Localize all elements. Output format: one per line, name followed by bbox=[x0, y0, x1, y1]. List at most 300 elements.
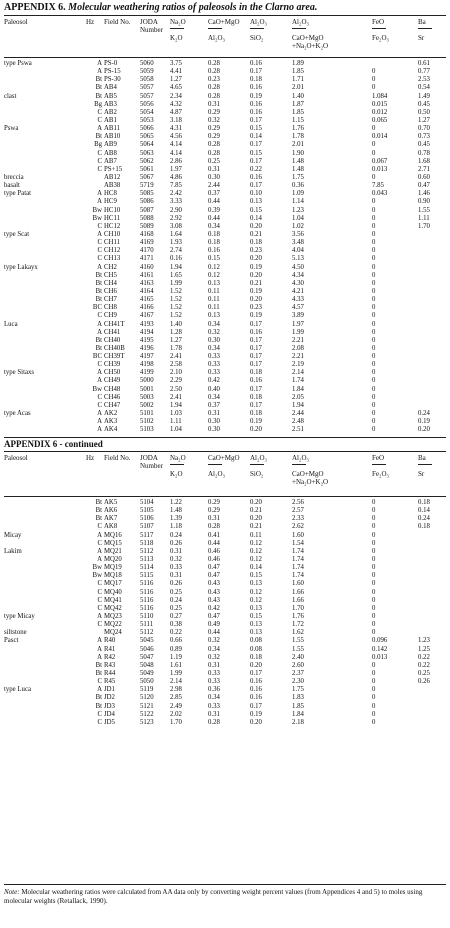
cell-al: 0.19 bbox=[250, 710, 262, 718]
cell-cao: 0.31 bbox=[208, 515, 220, 523]
table-row bbox=[4, 84, 446, 92]
cell-cao: 0.31 bbox=[208, 661, 220, 669]
cell-hz: A bbox=[97, 60, 102, 67]
cell-joda: 4164 bbox=[140, 287, 154, 295]
cell-na: 2.14 bbox=[170, 678, 182, 686]
cell-al2: 4.34 bbox=[292, 271, 304, 279]
header-caomgo: CaO+MgO bbox=[208, 18, 240, 26]
cell-feo: 0 bbox=[372, 76, 376, 84]
cell-al2: 3.56 bbox=[292, 230, 304, 238]
cell-cao: 0.18 bbox=[208, 230, 220, 238]
cell-ba: 0.20 bbox=[418, 426, 430, 434]
cell-hz: Bt bbox=[95, 92, 102, 100]
cell-cao: 0.28 bbox=[208, 60, 220, 67]
cell-ba: 1.25 bbox=[418, 645, 430, 653]
cell-fn: CH13 bbox=[104, 255, 121, 263]
cell-ba: 0.70 bbox=[418, 125, 430, 133]
cell-feo: 0 bbox=[372, 612, 376, 620]
cell-al: 0.17 bbox=[250, 157, 262, 165]
cell-al: 0.12 bbox=[250, 539, 262, 547]
cell-hz: C bbox=[97, 312, 102, 320]
cell-feo: 0 bbox=[372, 669, 376, 677]
cell-fn: CH39T bbox=[104, 353, 125, 361]
table-row bbox=[4, 694, 446, 702]
table-row bbox=[4, 580, 446, 588]
cell-feo: 0 bbox=[372, 515, 376, 523]
fraction-bar bbox=[170, 28, 184, 29]
table-row bbox=[4, 329, 446, 337]
cell-hz: C bbox=[97, 710, 102, 718]
cell-cao: 0.43 bbox=[208, 580, 220, 588]
cell-fn: CH6 bbox=[104, 287, 117, 295]
cell-joda: 5087 bbox=[140, 206, 154, 214]
cell-feo: 0 bbox=[372, 588, 376, 596]
cell-cao: 0.31 bbox=[208, 100, 220, 108]
cell-al: 0.21 bbox=[250, 230, 262, 238]
cell-fn: AK7 bbox=[104, 515, 118, 523]
cell-feo: 0 bbox=[372, 499, 376, 506]
table-row bbox=[4, 312, 446, 320]
cell-al2: 1.02 bbox=[292, 222, 304, 230]
cell-al: 0.13 bbox=[250, 580, 262, 588]
cell-joda: 5060 bbox=[140, 60, 154, 67]
cell-al2: 2.60 bbox=[292, 661, 304, 669]
cell-joda: 5101 bbox=[140, 410, 154, 418]
cell-fn: CH50 bbox=[104, 369, 121, 377]
cell-fn: AB1 bbox=[104, 116, 117, 124]
cell-al: 0.16 bbox=[250, 84, 262, 92]
cell-joda: 5056 bbox=[140, 100, 154, 108]
cell-fn: HC12 bbox=[104, 222, 121, 230]
cell-al: 0.18 bbox=[250, 653, 262, 661]
cell-cao: 0.32 bbox=[208, 328, 220, 336]
cell-al2: 4.33 bbox=[292, 296, 304, 304]
bottom-rule bbox=[4, 884, 446, 885]
cell-hz: A bbox=[97, 320, 102, 328]
cell-hz: Bt bbox=[95, 133, 102, 141]
cell-feo: 0 bbox=[372, 214, 376, 222]
cell-joda: 5064 bbox=[140, 141, 154, 149]
cell-al2: 4.21 bbox=[292, 287, 304, 295]
table-row bbox=[4, 272, 446, 280]
note-label: Note: bbox=[4, 888, 20, 896]
cell-al: 0.18 bbox=[250, 239, 262, 247]
cell-na: 2.41 bbox=[170, 353, 182, 361]
header-feo: FeO bbox=[372, 454, 385, 462]
cell-joda: 5114 bbox=[140, 564, 154, 572]
cell-na: 4.41 bbox=[170, 68, 182, 76]
cell-feo: 0 bbox=[372, 377, 376, 385]
cell-al: 0.16 bbox=[250, 328, 262, 336]
cell-joda: 5120 bbox=[140, 694, 154, 702]
cell-na: 1.40 bbox=[170, 320, 182, 328]
cell-hz: Bt bbox=[95, 84, 102, 92]
cell-hz: C bbox=[97, 604, 102, 612]
cell-ba: 0.26 bbox=[418, 678, 430, 686]
table-row bbox=[4, 629, 446, 637]
cell-cao: 0.33 bbox=[208, 678, 220, 686]
table-row bbox=[4, 101, 446, 109]
header-rule-continued bbox=[4, 496, 446, 497]
cell-al: 0.17 bbox=[250, 385, 262, 393]
table-row bbox=[4, 711, 446, 719]
cell-al2: 1.75 bbox=[292, 173, 304, 181]
continued-title: APPENDIX 6 - continued bbox=[4, 439, 103, 449]
cell-na: 1.27 bbox=[170, 76, 182, 84]
cell-feo: 0 bbox=[372, 361, 376, 369]
table-row bbox=[4, 515, 446, 523]
cell-na: 3.33 bbox=[170, 198, 182, 206]
cell-hz: A bbox=[97, 125, 102, 133]
cell-hz: A bbox=[97, 328, 102, 336]
cell-na: 2.41 bbox=[170, 393, 182, 401]
cell-hz: Bt bbox=[95, 296, 102, 304]
table-row bbox=[4, 280, 446, 288]
cell-cao: 0.31 bbox=[208, 410, 220, 418]
cell-al: 0.13 bbox=[250, 629, 262, 637]
table-row bbox=[4, 369, 446, 377]
cell-al: 0.19 bbox=[250, 418, 262, 426]
cell-fn: R45 bbox=[104, 678, 116, 686]
table-row bbox=[4, 597, 446, 605]
cell-feo: 0.142 bbox=[372, 645, 388, 653]
cell-fn: PS+15 bbox=[104, 165, 123, 173]
cell-na: 1.19 bbox=[170, 653, 182, 661]
cell-ba: 1.11 bbox=[418, 214, 430, 222]
cell-joda: 5106 bbox=[140, 515, 154, 523]
table-row bbox=[4, 418, 446, 426]
cell-al: 0.17 bbox=[250, 68, 262, 76]
cell-feo: 0 bbox=[372, 694, 376, 702]
cell-al: 0.15 bbox=[250, 572, 262, 580]
cell-al2: 1.85 bbox=[292, 702, 304, 710]
table-row bbox=[4, 133, 446, 141]
cell-feo: 0 bbox=[372, 621, 376, 629]
cell-al: 0.18 bbox=[250, 76, 262, 84]
cell-na: 2.34 bbox=[170, 92, 182, 100]
cell-joda: 5116 bbox=[140, 580, 154, 588]
cell-al2: 1.89 bbox=[292, 60, 304, 67]
cell-cao: 0.42 bbox=[208, 604, 220, 612]
cell-al2: 1.75 bbox=[292, 686, 304, 694]
cell-fn: MQ16 bbox=[104, 531, 122, 539]
cell-al2: 1.55 bbox=[292, 637, 304, 645]
cell-ba: 0.24 bbox=[418, 410, 430, 418]
table-row bbox=[4, 572, 446, 580]
table-row bbox=[4, 394, 446, 402]
cell-feo: 0.043 bbox=[372, 190, 388, 198]
cell-hz: Bt bbox=[95, 507, 102, 515]
cell-fn: HC10 bbox=[104, 206, 121, 214]
cell-na: 1.64 bbox=[170, 230, 182, 238]
cell-na: 0.38 bbox=[170, 621, 182, 629]
cell-cao: 0.28 bbox=[208, 68, 220, 76]
table-row bbox=[4, 264, 446, 272]
header-caomgo-na-k: CaO+MgO bbox=[292, 470, 324, 478]
cell-fn: MQ42 bbox=[104, 604, 122, 612]
cell-al: 0.20 bbox=[250, 515, 262, 523]
cell-al2: 2.33 bbox=[292, 515, 304, 523]
cell-hz: C bbox=[97, 588, 102, 596]
cell-feo: 0 bbox=[372, 539, 376, 547]
header-hz: Hz bbox=[86, 454, 95, 462]
cell-fn: AK6 bbox=[104, 507, 118, 515]
cell-ba: 2.53 bbox=[418, 76, 430, 84]
cell-joda: 5105 bbox=[140, 507, 154, 515]
cell-joda: 5066 bbox=[140, 125, 154, 133]
cell-al2: 1.76 bbox=[292, 612, 304, 620]
cell-al: 0.15 bbox=[250, 125, 262, 133]
cell-al2: 1.55 bbox=[292, 645, 304, 653]
table-row bbox=[4, 239, 446, 247]
cell-na: 0.26 bbox=[170, 580, 182, 588]
cell-joda: 5000 bbox=[140, 377, 154, 385]
cell-al2: 1.97 bbox=[292, 320, 304, 328]
cell-al2: 1.54 bbox=[292, 539, 304, 547]
cell-feo: 0.065 bbox=[372, 116, 388, 124]
cell-al: 0.17 bbox=[250, 361, 262, 369]
cell-na: 0.31 bbox=[170, 547, 182, 555]
cell-fn: AK3 bbox=[104, 418, 118, 426]
table-row bbox=[4, 654, 446, 662]
cell-joda: 5113 bbox=[140, 555, 154, 563]
cell-fn: HC11 bbox=[104, 214, 120, 222]
cell-joda: 5107 bbox=[140, 523, 154, 531]
header-paleosol: Paleosol bbox=[4, 18, 28, 26]
cell-na: 1.70 bbox=[170, 718, 182, 726]
cell-feo: 0 bbox=[372, 507, 376, 515]
cell-al2: 2.14 bbox=[292, 369, 304, 377]
cell-feo: 0 bbox=[372, 206, 376, 214]
cell-al: 0.15 bbox=[250, 206, 262, 214]
cell-na: 1.99 bbox=[170, 279, 182, 287]
cell-al: 0.21 bbox=[250, 523, 262, 531]
cell-fn: AB4 bbox=[104, 84, 117, 92]
cell-cao: 0.43 bbox=[208, 596, 220, 604]
cell-cao: 0.28 bbox=[208, 718, 220, 726]
cell-al2: 2.40 bbox=[292, 653, 304, 661]
cell-na: 0.27 bbox=[170, 612, 182, 620]
cell-al2: 2.37 bbox=[292, 669, 304, 677]
cell-al2: 3.89 bbox=[292, 312, 304, 320]
cell-al2: 1.74 bbox=[292, 555, 304, 563]
cell-fn: HC8 bbox=[104, 190, 117, 198]
cell-feo: 0 bbox=[372, 271, 376, 279]
header-al2o3-b: Al₂O₃ bbox=[250, 18, 267, 26]
cell-al2: 1.85 bbox=[292, 108, 304, 116]
header-al2o3-a: Al₂O₃ bbox=[208, 34, 225, 42]
fraction-bar bbox=[208, 464, 222, 465]
cell-fn: AB11 bbox=[104, 125, 120, 133]
cell-na: 1.48 bbox=[170, 507, 182, 515]
cell-cao: 0.12 bbox=[208, 271, 220, 279]
cell-fn: MQ23 bbox=[104, 612, 122, 620]
cell-joda: 5112 bbox=[140, 629, 154, 637]
table-row bbox=[4, 540, 446, 548]
cell-feo: 0 bbox=[372, 393, 376, 401]
cell-hz: BC bbox=[92, 304, 102, 312]
cell-feo: 0.012 bbox=[372, 108, 388, 116]
cell-al: 0.13 bbox=[250, 621, 262, 629]
cell-feo: 1.084 bbox=[372, 92, 388, 100]
cell-feo: 0 bbox=[372, 230, 376, 238]
cell-fn: CH12 bbox=[104, 247, 121, 255]
cell-cao: 0.29 bbox=[208, 499, 220, 506]
continued-top-rule bbox=[4, 451, 446, 452]
cell-feo: 0 bbox=[372, 401, 376, 409]
title-prefix: APPENDIX 6. bbox=[4, 2, 66, 13]
cell-al2: 1.14 bbox=[292, 198, 304, 206]
cell-na: 2.29 bbox=[170, 377, 182, 385]
cell-joda: 5001 bbox=[140, 385, 154, 393]
cell-al: 0.17 bbox=[250, 353, 262, 361]
cell-al2: 1.71 bbox=[292, 76, 304, 84]
cell-feo: 0.013 bbox=[372, 653, 388, 661]
weathering-table-continued bbox=[4, 499, 446, 727]
cell-ba: 0.25 bbox=[418, 669, 430, 677]
cell-al2: 2.56 bbox=[292, 499, 304, 506]
cell-hz: Bt bbox=[95, 661, 102, 669]
cell-feo: 0 bbox=[372, 263, 376, 271]
cell-cao: 0.13 bbox=[208, 279, 220, 287]
cell-al: 0.20 bbox=[250, 222, 262, 230]
fraction-bar bbox=[208, 28, 222, 29]
cell-ba: 0.78 bbox=[418, 149, 430, 157]
header-k2o: K₂O bbox=[170, 470, 183, 478]
cell-feo: 0 bbox=[372, 198, 376, 206]
cell-fn: JD2 bbox=[104, 694, 115, 702]
header-na-k: +Na₂O+K₂O bbox=[292, 42, 329, 50]
table-header bbox=[4, 18, 446, 58]
cell-na: 0.66 bbox=[170, 637, 182, 645]
cell-joda: 5119 bbox=[140, 686, 154, 694]
cell-feo: 0 bbox=[372, 718, 376, 726]
cell-ba: 0.90 bbox=[418, 198, 430, 206]
cell-cao: 0.43 bbox=[208, 588, 220, 596]
cell-fn: R44 bbox=[104, 669, 116, 677]
cell-hz: Bw bbox=[92, 572, 102, 580]
cell-al: 0.11 bbox=[250, 531, 262, 539]
cell-cao: 0.31 bbox=[208, 710, 220, 718]
cell-joda: 4198 bbox=[140, 361, 154, 369]
cell-ba: 0.45 bbox=[418, 141, 430, 149]
cell-cao: 0.37 bbox=[208, 401, 220, 409]
cell-hz: A bbox=[97, 612, 102, 620]
cell-fn: CH41T bbox=[104, 320, 125, 328]
cell-hz: A bbox=[97, 68, 102, 76]
cell-hz: C bbox=[97, 596, 102, 604]
cell-feo: 0 bbox=[372, 336, 376, 344]
cell-fn: MQ41 bbox=[104, 596, 122, 604]
cell-al: 0.20 bbox=[250, 271, 262, 279]
cell-na: 0.26 bbox=[170, 539, 182, 547]
cell-al2: 1.66 bbox=[292, 588, 304, 596]
cell-al2: 1.04 bbox=[292, 214, 304, 222]
cell-fn: CH39 bbox=[104, 361, 121, 369]
cell-cao: 0.33 bbox=[208, 702, 220, 710]
cell-al: 0.20 bbox=[250, 426, 262, 434]
header-sio2: SiO₂ bbox=[250, 470, 264, 478]
cell-fn: AB8 bbox=[104, 149, 117, 157]
cell-joda: 5102 bbox=[140, 418, 154, 426]
cell-fn: MQ21 bbox=[104, 547, 122, 555]
cell-fn: R41 bbox=[104, 645, 116, 653]
cell-na: 1.94 bbox=[170, 401, 182, 409]
cell-joda: 5118 bbox=[140, 539, 154, 547]
header-k2o: K₂O bbox=[170, 34, 183, 42]
cell-hz: Bt bbox=[95, 669, 102, 677]
table-row bbox=[4, 621, 446, 629]
cell-al2: 1.23 bbox=[292, 206, 304, 214]
cell-al: 0.13 bbox=[250, 198, 262, 206]
cell-joda: 4160 bbox=[140, 263, 154, 271]
cell-fn: AK4 bbox=[104, 426, 118, 434]
cell-pal: type Patat bbox=[4, 190, 31, 198]
cell-ba: 0.45 bbox=[418, 100, 430, 108]
cell-joda: 5067 bbox=[140, 173, 154, 181]
cell-ba: 0.19 bbox=[418, 418, 430, 426]
cell-ba: 0.54 bbox=[418, 84, 430, 92]
cell-al: 0.15 bbox=[250, 612, 262, 620]
cell-cao: 0.28 bbox=[208, 92, 220, 100]
cell-feo: 0 bbox=[372, 385, 376, 393]
cell-al2: 1.70 bbox=[292, 604, 304, 612]
header-sr: Sr bbox=[418, 470, 425, 478]
table-row bbox=[4, 678, 446, 686]
header-joda: JODA bbox=[140, 454, 158, 462]
cell-feo: 0 bbox=[372, 125, 376, 133]
cell-na: 4.32 bbox=[170, 100, 182, 108]
cell-feo: 0 bbox=[372, 629, 376, 637]
cell-feo: 0.096 bbox=[372, 637, 388, 645]
cell-pal: type Pswa bbox=[4, 60, 32, 67]
cell-na: 2.02 bbox=[170, 710, 182, 718]
cell-hz: A bbox=[97, 369, 102, 377]
cell-pal: Luca bbox=[4, 320, 18, 328]
cell-hz: C bbox=[97, 580, 102, 588]
cell-hz: C bbox=[97, 361, 102, 369]
header-feo: FeO bbox=[372, 18, 385, 26]
cell-pal: type Acas bbox=[4, 410, 31, 418]
cell-joda: 5111 bbox=[140, 621, 154, 629]
table-row bbox=[4, 605, 446, 613]
cell-hz: Bg bbox=[94, 141, 102, 149]
table-row bbox=[4, 719, 446, 727]
cell-al2: 2.21 bbox=[292, 353, 304, 361]
cell-fn: MQ17 bbox=[104, 580, 122, 588]
cell-fn: R40 bbox=[104, 637, 116, 645]
cell-al: 0.12 bbox=[250, 596, 262, 604]
cell-al: 0.13 bbox=[250, 604, 262, 612]
cell-al2: 4.57 bbox=[292, 304, 304, 312]
cell-joda: 5049 bbox=[140, 669, 154, 677]
cell-hz: C bbox=[97, 149, 102, 157]
cell-fn: CH5 bbox=[104, 271, 117, 279]
cell-cao: 0.47 bbox=[208, 612, 220, 620]
cell-na: 7.85 bbox=[170, 182, 182, 190]
cell-al2: 2.30 bbox=[292, 678, 304, 686]
cell-fn: AB7 bbox=[104, 157, 117, 165]
cell-cao: 0.23 bbox=[208, 76, 220, 84]
cell-cao: 0.30 bbox=[208, 426, 220, 434]
cell-al2: 1.84 bbox=[292, 385, 304, 393]
cell-al2: 1.85 bbox=[292, 68, 304, 76]
appendix-title bbox=[4, 2, 446, 14]
cell-joda: 4199 bbox=[140, 369, 154, 377]
cell-hz: A bbox=[97, 686, 102, 694]
cell-al: 0.20 bbox=[250, 499, 262, 506]
table-row bbox=[4, 548, 446, 556]
